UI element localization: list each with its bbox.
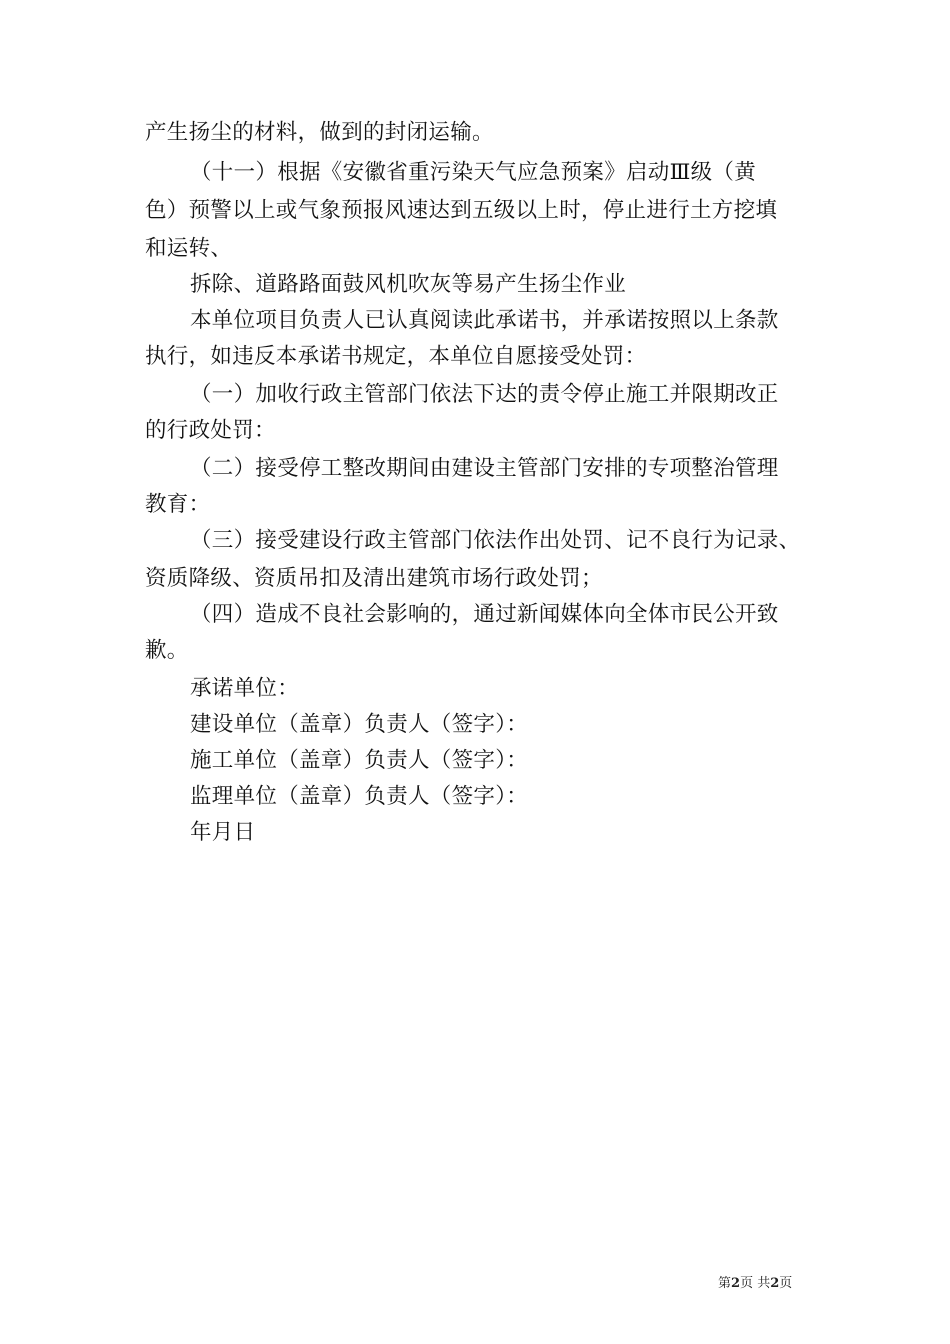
paragraph-line: 产生扬尘的材料，做到的封闭运输。 xyxy=(145,120,494,145)
paragraph-line: （四）造成不良社会影响的，通过新闻媒体向全体市民公开致 xyxy=(190,602,779,627)
paragraph-line: 的行政处罚： xyxy=(145,418,276,443)
signature-line-supervisor: 监理单位（盖章）负责人（签字）： xyxy=(190,784,529,809)
paragraph-line: （二）接受停工整改期间由建设主管部门安排的专项整治管理 xyxy=(190,456,779,481)
paragraph-line: （三）接受建设行政主管部门依法作出处罚、记不良行为记录、 xyxy=(190,528,801,553)
paragraph-line: 和运转、 xyxy=(145,236,233,261)
footer-total-pages: 2 xyxy=(770,1276,780,1291)
date-line: 年月日 xyxy=(190,820,256,845)
footer-middle: 页 共 xyxy=(740,1276,771,1291)
signature-line-contractor: 施工单位（盖章）负责人（签字）： xyxy=(190,748,529,773)
signature-line-construction: 建设单位（盖章）负责人（签字）： xyxy=(190,712,529,737)
paragraph-line: （十一）根据《安徽省重污染天气应急预案》启动Ⅲ级（黄 xyxy=(190,160,757,185)
footer-prefix: 第 xyxy=(718,1276,732,1291)
page-footer xyxy=(718,1276,792,1292)
signature-label: 承诺单位： xyxy=(190,676,300,701)
paragraph-line: 歉。 xyxy=(145,638,189,663)
footer-suffix: 页 xyxy=(779,1276,793,1291)
paragraph-line: 执行，如违反本承诺书规定，本单位自愿接受处罚： xyxy=(145,344,647,369)
paragraph-line: 拆除、道路路面鼓风机吹灰等易产生扬尘作业 xyxy=(190,272,627,297)
paragraph-line: 教育： xyxy=(145,492,211,517)
paragraph-line: 色）预警以上或气象预报风速达到五级以上时，停止进行土方挖填 xyxy=(145,198,778,223)
footer-page-number: 2 xyxy=(731,1276,741,1291)
paragraph-line: 本单位项目负责人已认真阅读此承诺书，并承诺按照以上条款 xyxy=(190,308,779,333)
paragraph-line: 资质降级、资质吊扣及清出建筑市场行政处罚； xyxy=(145,566,603,591)
paragraph-line: （一）加收行政主管部门依法下达的责令停止施工并限期改正 xyxy=(190,382,779,407)
